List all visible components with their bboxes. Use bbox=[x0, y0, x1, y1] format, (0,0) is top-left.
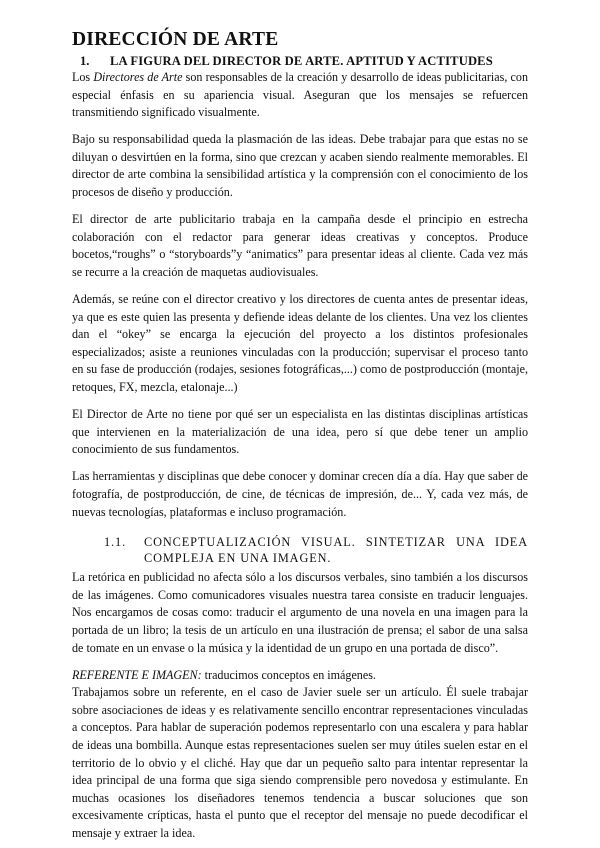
italic-term: Directores de Arte bbox=[93, 70, 183, 84]
paragraph-responsabilidad: Bajo su responsabilidad queda la plasmación de las ideas. Debe trabajar para que estas no se diluyan o desvirtúen en la forma, sino que crezcan y acaben siendo realmente memorables. El director de arte combina la sensibilidad artística y la comprensión con el conocimiento de los procesos de diseño y producción. bbox=[72, 132, 528, 200]
paragraph-directores bbox=[72, 69, 528, 122]
subsection-title: CONCEPTUALIZACIÓN VISUAL. SINTETIZAR UNA IDEA COMPLEJA EN UNA IMAGEN. bbox=[144, 535, 528, 566]
paragraph-trabajamos: Trabajamos sobre un referente, en el caso de Javier suele ser un artículo. Él suele trabajar sobre asociaciones de ideas y es relativamente sencillo encontrar representaciones vinculadas a conceptos. Para hablar de superación podemos representarlo con una escalera y para hablar de ideas una bombilla. Aunque estas representaciones suelen ser muy útiles suelen estar en el territorio de lo obvio y el cliché. Hay que dar un pequeño salto para intentar representar la idea principal de una forma que siga siendo comprensible pero novedosa y estimulante. En muchas ocasiones los diseñadores tenemos tendencia a buscar soluciones que son excesivamente crípticas, hasta el punto que el receptor del mensaje no puede decodificar el mensaje y extraer la idea. bbox=[72, 685, 528, 840]
paragraph-text: traducimos conceptos en imágenes. bbox=[201, 667, 376, 682]
paragraph-text: son responsables de la creación y desarrollo de ideas publicitarias, con especial énfasis en su apariencia visual. Aseguran que los mensajes se refuercen transmitiendo significado visualmente. bbox=[72, 70, 528, 120]
document-title: DIRECCIÓN DE ARTE bbox=[72, 29, 279, 50]
document-page bbox=[72, 28, 528, 843]
section-heading-1-1 bbox=[72, 534, 528, 566]
section-title: LA FIGURA DEL DIRECTOR DE ARTE. APTITUD Y ACTITUDES bbox=[110, 54, 493, 68]
paragraph-text: Los bbox=[72, 70, 94, 84]
paragraph-reuniones: Además, se reúne con el director creativo y los directores de cuenta antes de presentar ideas, ya que es este quien las presenta y defiende ideas delante de los clientes. Una vez los clientes dan el “okey” se encarga la ejecución del proyecto a los distintos profesionales especializados; asiste a reuniones vinculadas con la producción; supervisar el proceso tanto en su fase de producción (rodajes, sesiones fotográficas,...) como de postproducción (montaje, retoques, FX, mezcla, etalonaje...) bbox=[72, 292, 528, 394]
section-heading-1 bbox=[72, 53, 528, 69]
italic-term: REFERENTE E IMAGEN: bbox=[72, 667, 202, 682]
paragraph-campana: El director de arte publicitario trabaja en la campaña desde el principio en estrecha colaboración con el redactor para generar ideas creativas y conceptos. Produce bocetos,“roughs” o “storyboards”y “animatics” para presentar ideas al cliente. Cada vez más se recurre a la creación de maquetas audiovisuales. bbox=[72, 212, 528, 279]
subsection-number: 1.1. bbox=[104, 535, 127, 550]
section-number: 1. bbox=[80, 54, 90, 68]
paragraph-referente bbox=[72, 667, 528, 685]
paragraph-especialista: El Director de Arte no tiene por qué ser un especialista en las distintas disciplinas artísticas que intervienen en la materialización de una idea, pero sí que debe tener un amplio conocimiento de sus fundamentos. bbox=[72, 407, 528, 457]
paragraph-retorica: La retórica en publicidad no afecta sólo a los discursos verbales, sino también a los discursos de las imágenes. Como comunicadores visuales nuestra tarea consiste en traducir lenguajes. Nos encargamos de cosas como: traducir el argumento de una novela en una imagen para la portada de un libro; la tesis de un artículo en una ilustración de prensa; el sabor de una salsa de tomate en un envase o la música y la identidad de un grupo en una portada de disco”. bbox=[72, 570, 528, 655]
paragraph-herramientas: Las herramientas y disciplinas que debe conocer y dominar crecen día a día. Hay que saber de fotografía, de postproducción, de cine, de técnicas de impresión, de... Y, cada vez más, de nuevas tecnologías, plataformas e incluso programación. bbox=[72, 469, 528, 519]
